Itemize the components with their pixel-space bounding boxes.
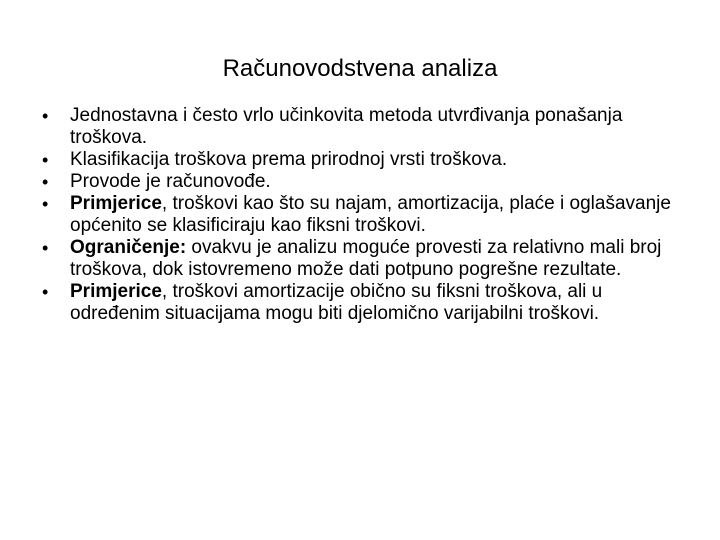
bullet-item-3 bbox=[42, 171, 692, 193]
bullet-icon: • bbox=[42, 282, 49, 302]
bullet-text: Klasifikacija troškova prema prirodnoj vrsti troškova. bbox=[70, 149, 508, 170]
bullet-item-2 bbox=[42, 149, 692, 171]
bullet-text: ovakvu je analizu moguće provesti za relativno mali broj troškova, dok istovremeno može dati potpuno pogrešne rezultate. bbox=[70, 237, 662, 280]
bullet-text: , troškovi amortizacije obično su fiksni troškova, ali u određenim situacijama mogu biti djelomično varijabilni troškovi. bbox=[70, 281, 603, 324]
bullet-item-1 bbox=[42, 105, 692, 149]
bullet-lead: Primjerice bbox=[70, 193, 162, 214]
bullet-icon: • bbox=[42, 150, 49, 170]
bullet-text: Jednostavna i često vrlo učinkovita metoda utvrđivanja ponašanja troškova. bbox=[70, 105, 623, 148]
bullet-item-4 bbox=[42, 193, 692, 237]
bullet-icon: • bbox=[42, 106, 49, 126]
bullet-icon: • bbox=[42, 172, 49, 192]
bullet-icon: • bbox=[42, 238, 49, 258]
bullet-lead: Primjerice bbox=[70, 281, 162, 302]
bullet-item-6 bbox=[42, 281, 692, 325]
slide-title: Računovodstvena analiza bbox=[222, 55, 498, 83]
bullet-item-5 bbox=[42, 237, 692, 281]
bullet-icon: • bbox=[42, 194, 49, 214]
bullet-text: , troškovi kao što su najam, amortizacija, plaće i oglašavanje općenito se klasificiraju kao fiksni troškovi. bbox=[70, 193, 671, 236]
bullet-lead: Ograničenje: bbox=[70, 237, 187, 258]
bullet-list bbox=[42, 105, 692, 325]
bullet-text: Provode je računovođe. bbox=[70, 171, 271, 192]
